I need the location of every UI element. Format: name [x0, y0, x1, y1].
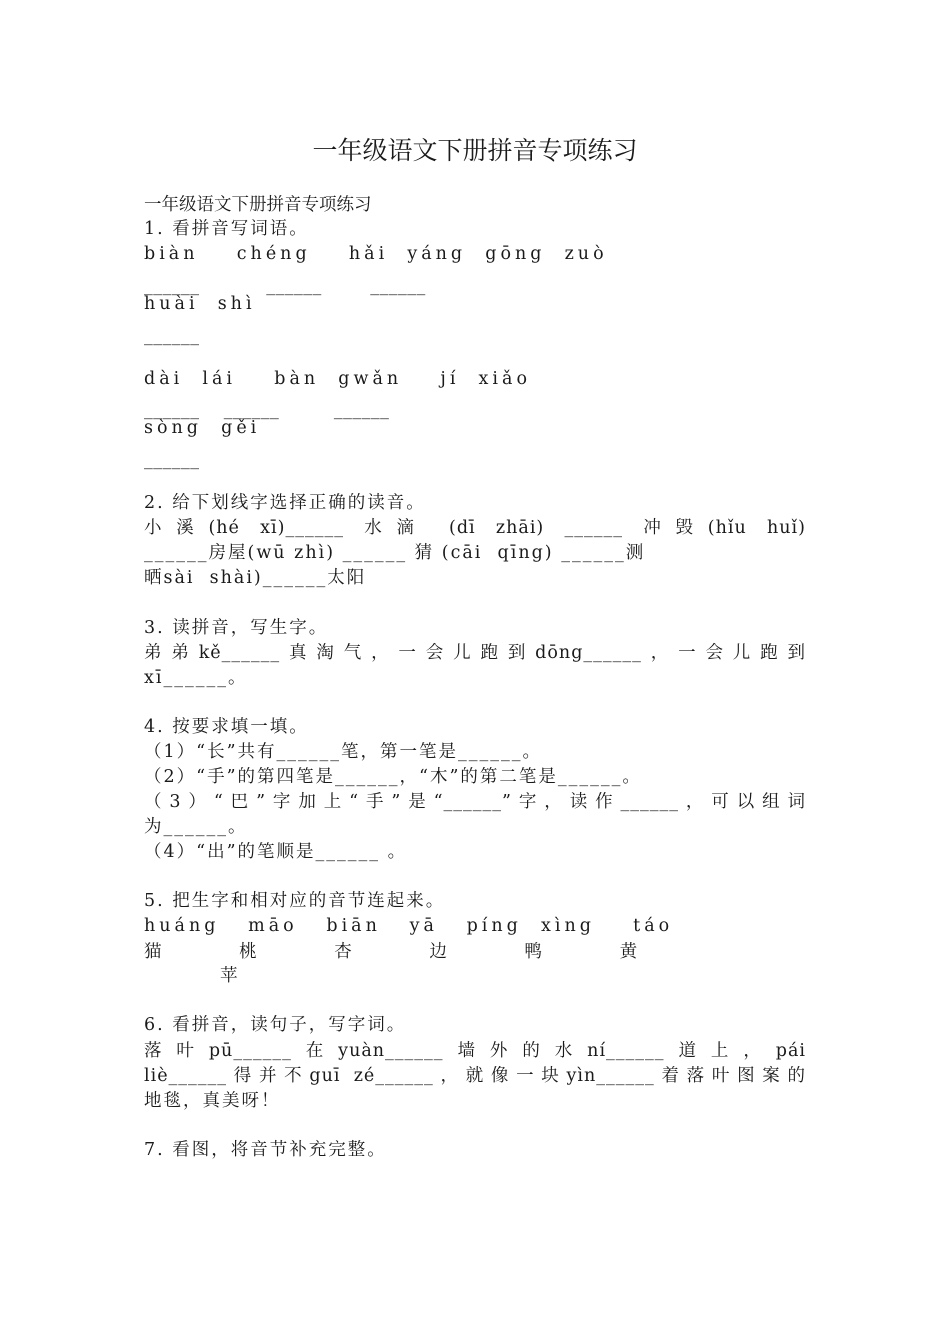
- q4-item-3-cont: 为______。: [144, 817, 248, 837]
- subtitle: 一年级语文下册拼音专项练习: [144, 195, 372, 215]
- q6-heading: 6. 看拼音，读句子，写字词。: [144, 1015, 407, 1035]
- q1-pinyin-row-3: dài lái bàn gwǎn jí xiǎo: [144, 369, 531, 389]
- q4-item-4: （4）“出”的笔顺是______ 。: [144, 842, 408, 862]
- q1-blanks-row-2: ______: [144, 326, 200, 346]
- q2-line-3: 晒sài shài)______太阳: [144, 568, 367, 588]
- q3-line-2: xī______。: [144, 668, 248, 688]
- q2-line-1: 小溪(hé xī)______ 水滴 (dī zhāi) ______ 冲毁(hǐu huǐ): [144, 518, 806, 538]
- q1-heading: 1. 看拼音写词语。: [144, 219, 309, 239]
- q2-line-2: ______房屋(wū zhì) ______ 猜 (cāi qīng) ______测: [144, 543, 646, 563]
- q5-heading: 5. 把生字和相对应的音节连起来。: [144, 891, 446, 911]
- q1-blanks-row-3: ______ ______ ______: [144, 400, 390, 420]
- q4-item-2: （2）“手”的第四笔是______，“木”的第二笔是______。: [144, 767, 642, 787]
- q1-pinyin-row-2: huài shì: [144, 294, 256, 314]
- q1-pinyin-row-4: sòng gěi: [144, 418, 261, 438]
- q6-line-3: 地毯，真美呀！: [144, 1091, 281, 1111]
- q3-heading: 3. 读拼音，写生字。: [144, 618, 329, 638]
- q1-blanks-row-1: ______ ______ ______: [144, 276, 426, 296]
- q5-character-row-cont: 苹: [220, 966, 240, 986]
- q1-blanks-row-4: ______: [144, 450, 200, 470]
- q2-heading: 2. 给下划线字选择正确的读音。: [144, 493, 426, 513]
- q7-heading: 7. 看图，将音节补充完整。: [144, 1140, 387, 1160]
- q6-line-2: liè______得并不guī zé______，就像一块yìn______着落叶图案的: [144, 1066, 806, 1086]
- q3-line-1: 弟弟kě______真淘气，一会儿跑到dōng______，一会儿跑到: [144, 643, 806, 663]
- q4-item-3: （3）“巴”字加上“手”是“______”字，读作______，可以组词: [144, 792, 806, 812]
- q5-character-row: 猫 桃 杏 边 鸭 黄: [144, 942, 640, 962]
- q6-line-1: 落叶pū______在yuàn______墙外的水ní______道上，pái: [144, 1041, 806, 1061]
- page-title: 一年级语文下册拼音专项练习: [312, 136, 638, 165]
- q4-item-1: （1）“长”共有______笔，第一笔是______。: [144, 742, 543, 762]
- q1-pinyin-row-1: biàn chéng hǎi yáng gōng zuò: [144, 244, 608, 264]
- q4-heading: 4. 按要求填一填。: [144, 717, 309, 737]
- q5-pinyin-row: huáng māo biān yā píng xìng táo: [144, 916, 674, 936]
